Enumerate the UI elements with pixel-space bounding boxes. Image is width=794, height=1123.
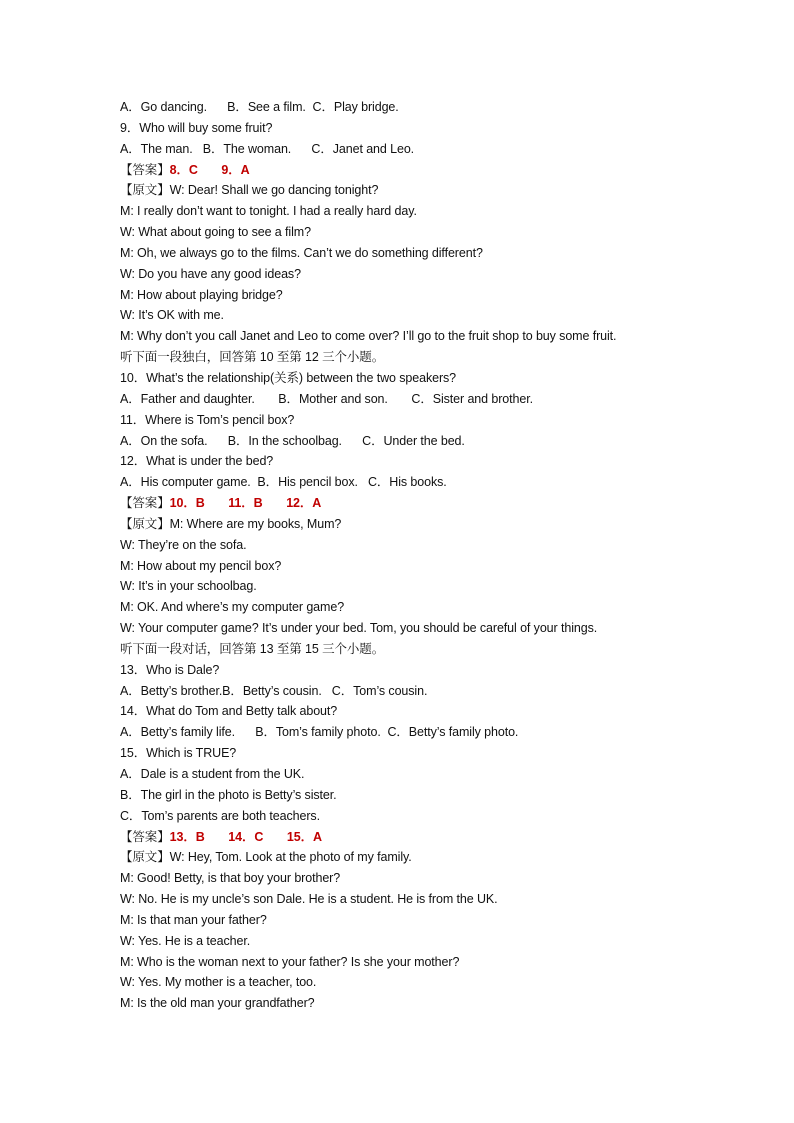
text-line: M: OK. And where’s my computer game?	[120, 600, 345, 615]
text-line: W: No. He is my uncle’s son Dale. He is a student. He is from the UK.	[120, 892, 498, 907]
text-line: W: It’s in your schoolbag.	[120, 579, 257, 594]
text-line: M: Is the old man your grandfather?	[120, 996, 315, 1011]
text-line: 9．Who will buy some fruit?	[120, 120, 273, 135]
text-line: 12．What is under the bed?	[120, 454, 274, 469]
text-line: B．The girl in the photo is Betty’s sister.	[120, 787, 337, 802]
answer-values: 13．B 14．C 15．A	[169, 829, 322, 844]
answer-line	[120, 160, 760, 181]
text-line: M: Who is the woman next to your father? Is she your mother?	[120, 954, 460, 969]
text-line: 15．Which is TRUE?	[120, 746, 237, 761]
text-line: A．Father and daughter. B．Mother and son. C．Sister and brother.	[120, 391, 533, 406]
text-line: M: Why don’t you call Janet and Leo to come over? I’ll go to the fruit shop to buy some fruit.	[120, 329, 617, 344]
text-line: C．Tom’s parents are both teachers.	[120, 808, 320, 823]
document-page	[120, 97, 760, 1014]
text-line: A．Go dancing. B．See a film. C．Play bridge.	[120, 100, 399, 114]
answer-values: 10．B 11．B 12．A	[169, 496, 322, 511]
text-line: 【原文】W: Dear! Shall we go dancing tonight?	[120, 183, 379, 198]
text-line: W: Yes. He is a teacher.	[120, 933, 251, 948]
text-line: W: Your computer game? It’s under your bed. Tom, you should be careful of your things.	[120, 621, 598, 636]
answer-label: 【答案】	[120, 496, 170, 511]
text-line: M: I really don’t want to tonight. I had a really hard day.	[120, 204, 417, 219]
text-line: W: Yes. My mother is a teacher, too.	[120, 975, 317, 990]
text-line: A．On the sofa. B．In the schoolbag. C．Under the bed.	[120, 433, 465, 448]
text-line: A．Betty’s brother.B．Betty’s cousin. C．Tom’s cousin.	[120, 683, 428, 698]
text-line: A．The man. B．The woman. C．Janet and Leo.	[120, 141, 415, 156]
text-line: 13．Who is Dale?	[120, 662, 220, 677]
text-line: 14．What do Tom and Betty talk about?	[120, 704, 338, 719]
text-line: W: They’re on the sofa.	[120, 537, 247, 552]
text-line: 【原文】W: Hey, Tom. Look at the photo of my family.	[120, 850, 412, 865]
section-instruction: 听下面一段对话，回答第 13 至第 15 三个小题。	[120, 641, 385, 656]
text-line: W: It’s OK with me.	[120, 308, 224, 323]
text-line: W: What about going to see a film?	[120, 225, 311, 240]
text-line: A．Betty’s family life. B．Tom’s family photo. C．Betty’s family photo.	[120, 725, 519, 740]
text-line: A．His computer game. B．His pencil box. C．His books.	[120, 475, 447, 490]
answer-label: 【答案】	[120, 162, 170, 177]
answer-line	[120, 827, 760, 848]
text-line: M: How about playing bridge?	[120, 287, 283, 302]
text-line: 11．Where is Tom’s pencil box?	[120, 412, 295, 427]
text-line: 【原文】M: Where are my books, Mum?	[120, 516, 342, 531]
text-line: M: Oh, we always go to the films. Can’t we do something different?	[120, 245, 483, 260]
answer-line	[120, 493, 760, 514]
text-line: M: Is that man your father?	[120, 912, 267, 927]
answer-values: 8．C 9．A	[169, 162, 250, 177]
text-line: M: How about my pencil box?	[120, 558, 282, 573]
text-line: 10．What’s the relationship(关系) between the two speakers?	[120, 370, 457, 385]
text-line: M: Good! Betty, is that boy your brother?	[120, 871, 341, 886]
answer-label: 【答案】	[120, 829, 170, 844]
text-line: W: Do you have any good ideas?	[120, 266, 301, 281]
section-instruction: 听下面一段独白，回答第 10 至第 12 三个小题。	[120, 350, 385, 365]
text-line: A．Dale is a student from the UK.	[120, 767, 305, 781]
